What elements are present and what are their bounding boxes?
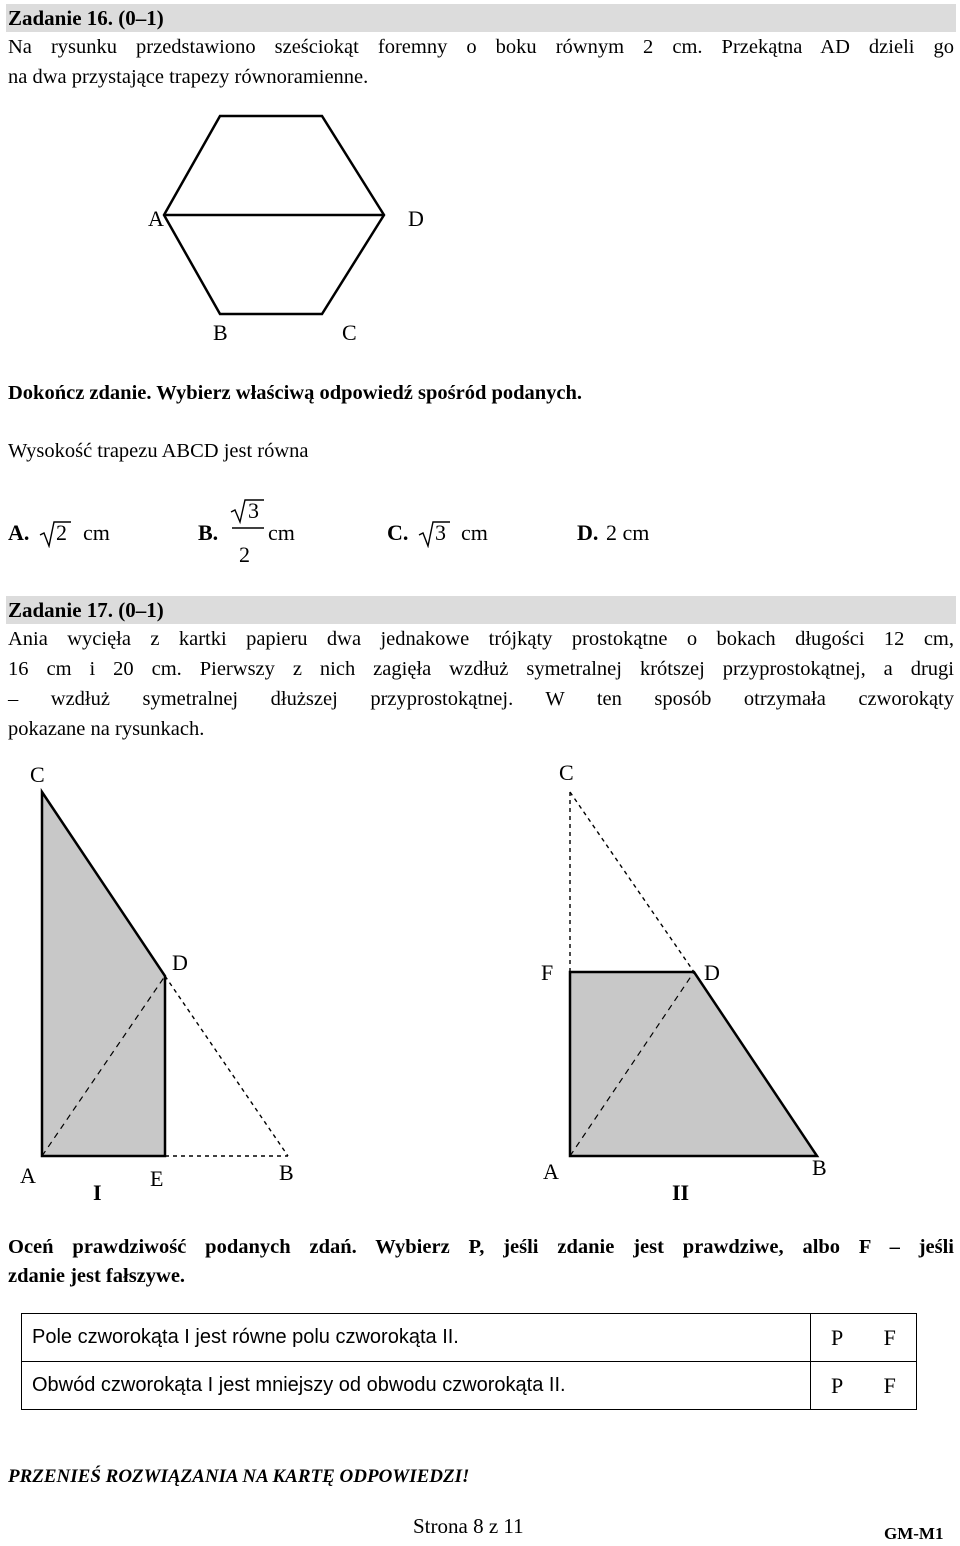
task16-text-line2: na dwa przystające trapezy równoramienne. [8, 66, 369, 88]
answer-c-unit: cm [461, 520, 488, 545]
quadrilateral-II [570, 972, 817, 1156]
fig1-label-A: A [20, 1163, 36, 1188]
task17-instruction-line1: Oceń prawdziwość podanych zdań. Wybierz P, jeśli zdanie jest prawdziwe, albo F – jeśli [8, 1236, 954, 1258]
figure-I [42, 792, 288, 1156]
figure-II [570, 792, 817, 1156]
fig2-label-A: A [543, 1159, 559, 1184]
fig1-label-B: B [279, 1160, 294, 1185]
task17-text-line2: 16 cm i 20 cm. Pierwszy z nich zagięła wzdłuż symetralnej krótszej przyprostokątnej, a drugi [8, 658, 954, 680]
hexagon-label-A: A [148, 206, 164, 231]
true-false-table [21, 1313, 917, 1410]
task16-instruction: Dokończ zdanie. Wybierz właściwą odpowiedź spośród podanych. [8, 382, 583, 404]
answer-c-letter: C. [387, 520, 409, 545]
fig1-caption: I [93, 1180, 102, 1205]
table-row [22, 1314, 917, 1362]
answer-d-letter: D. [577, 520, 599, 545]
fig1-label-C: C [30, 762, 45, 787]
answer-d-text: 2 cm [606, 520, 650, 545]
statement-1: Pole czworokąta I jest równe polu czworokąta II. [22, 1314, 811, 1362]
hexagon-label-B: B [213, 320, 228, 345]
answer-b-denominator: 2 [239, 542, 250, 567]
fig2-label-B: B [812, 1155, 827, 1180]
fig2-label-D: D [704, 960, 720, 985]
option-p-2[interactable]: P [810, 1362, 863, 1410]
folded-triangles-figure [0, 760, 960, 1210]
task16-header: Zadanie 16. (0–1) [6, 4, 956, 32]
task16-question: Wysokość trapezu ABCD jest równa [8, 440, 309, 462]
fig1-label-D: D [172, 950, 188, 975]
option-p-1[interactable]: P [810, 1314, 863, 1362]
task17-text-line1: Ania wycięła z kartki papieru dwa jednakowe trójkąty prostokątne o bokach długości 12 cm, [8, 628, 954, 650]
answer-b-unit: cm [268, 520, 295, 545]
task16-text-line1: Na rysunku przedstawiono sześciokąt foremny o boku równym 2 cm. Przekątna AD dzieli go [8, 36, 954, 58]
task17-text-line3: – wzdłuż symetralnej dłuższej przyprostokątnej. W ten sposób otrzymała czworokąty [8, 688, 954, 710]
answer-b-letter: B. [198, 520, 219, 545]
table-row [22, 1362, 917, 1410]
page-number: Strona 8 z 11 [413, 1514, 524, 1538]
fig2-label-C: C [559, 760, 574, 785]
option-f-2[interactable]: F [863, 1362, 916, 1410]
statement-2: Obwód czworokąta I jest mniejszy od obwodu czworokąta II. [22, 1362, 811, 1410]
hexagon-figure [0, 0, 960, 360]
dotted-edge-CD [570, 792, 694, 972]
answer-a-radicand: 2 [56, 520, 67, 545]
answer-b-numerator: 3 [248, 498, 259, 523]
option-f-1[interactable]: F [863, 1314, 916, 1362]
answer-a-letter: A. [8, 520, 30, 545]
hexagon-label-D: D [408, 206, 424, 231]
dotted-edge-DB [165, 976, 288, 1156]
task17-header: Zadanie 17. (0–1) [6, 596, 956, 624]
exam-code: GM-M1 [884, 1524, 944, 1543]
answer-c-radicand: 3 [435, 520, 446, 545]
task17-instruction-line2: zdanie jest fałszywe. [8, 1265, 186, 1287]
fig2-caption: II [672, 1180, 690, 1205]
task17-text-line4: pokazane na rysunkach. [8, 718, 205, 740]
hexagon-label-C: C [342, 320, 357, 345]
answer-a-unit: cm [83, 520, 110, 545]
transfer-note: PRZENIEŚ ROZWIĄZANIA NA KARTĘ ODPOWIEDZI! [8, 1466, 470, 1487]
fig1-label-E: E [150, 1166, 164, 1191]
quadrilateral-I [42, 792, 165, 1156]
fig2-label-F: F [541, 960, 554, 985]
